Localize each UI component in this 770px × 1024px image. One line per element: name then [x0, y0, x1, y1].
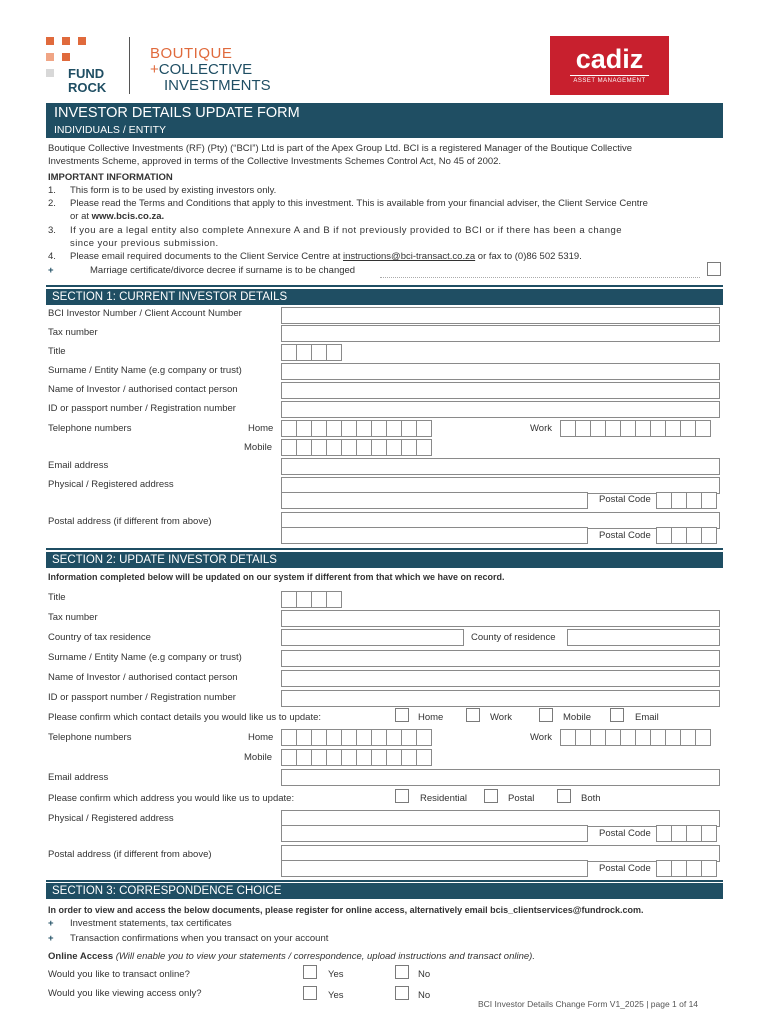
s2-email-checkbox[interactable] [610, 708, 624, 722]
s3-transact-question: Would you like to transact online? [48, 969, 190, 980]
s2-residential-option-label: Residential [420, 793, 467, 804]
s2-tax-number-input[interactable] [281, 610, 720, 627]
s1-id-input[interactable] [281, 401, 720, 418]
s1-postal-code-label: Postal Code [599, 494, 651, 505]
s3-viewing-no-label: No [418, 990, 431, 1001]
s3-viewing-yes-checkbox[interactable] [303, 986, 317, 1000]
logo-square [62, 53, 70, 61]
s2-email-input[interactable] [281, 769, 720, 786]
form-subtitle: INDIVIDUALS / ENTITY [54, 124, 167, 136]
s3-online-access: Online Access (Will enable you to view your statements / correspondence, upload instructions and transact online). [48, 951, 535, 962]
s2-work-option-label: Work [490, 712, 512, 723]
plus-bullet-icon: + [48, 265, 54, 276]
website-link[interactable]: www.bcis.co.za. [91, 211, 165, 222]
fundrock-text-2: ROCK [68, 80, 107, 95]
info-text: If you are a legal entity also complete Annexure A and B if not previously provided to BCI or if there has been a change [70, 225, 623, 236]
s3-note: In order to view and access the below documents, please register for online access, alternatively email bcis_clientservices@fundrock.com. [48, 905, 644, 915]
s1-investor-number-label: BCI Investor Number / Client Account Number [48, 308, 242, 319]
marriage-certificate-checkbox[interactable] [707, 262, 721, 276]
s3-transact-yes-label: Yes [328, 969, 344, 980]
s1-work-label: Work [530, 423, 552, 434]
s2-note: Information completed below will be updated on our system if different from that which we have on record. [48, 572, 505, 582]
s2-both-checkbox[interactable] [557, 789, 571, 803]
s2-mobile-label: Mobile [244, 752, 272, 763]
s1-name-input[interactable] [281, 382, 720, 399]
cadiz-text: cadiz [575, 44, 644, 74]
s2-postal-checkbox[interactable] [484, 789, 498, 803]
s2-postal-code-cells[interactable] [656, 825, 716, 842]
s2-name-label: Name of Investor / authorised contact person [48, 672, 238, 683]
info-num: 1. [48, 185, 56, 196]
info-text: since your previous submission. [70, 238, 219, 249]
s2-surname-input[interactable] [281, 650, 720, 667]
plus-bullet-icon: + [48, 933, 54, 944]
s1-telephone-label: Telephone numbers [48, 423, 132, 434]
s2-mobile-checkbox[interactable] [539, 708, 553, 722]
boutique-text-1: BOUTIQUE [150, 45, 233, 62]
section-rule [46, 285, 723, 287]
s1-email-label: Email address [48, 460, 109, 471]
s1-postal-address-input-2[interactable] [281, 527, 588, 544]
s2-mobile-option-label: Mobile [563, 712, 591, 723]
s2-residential-checkbox[interactable] [395, 789, 409, 803]
s2-postal-code-label: Postal Code [599, 828, 651, 839]
form-title-bar [46, 103, 723, 138]
s1-tax-number-input[interactable] [281, 325, 720, 342]
s2-country-tax-label: Country of tax residence [48, 632, 151, 643]
s2-email-option-label: Email [635, 712, 659, 723]
s2-title-label: Title [48, 592, 66, 603]
s1-surname-input[interactable] [281, 363, 720, 380]
s2-postal-option-label: Postal [508, 793, 535, 804]
section1-header: SECTION 1: CURRENT INVESTOR DETAILS [46, 289, 723, 305]
s2-confirm-address-label: Please confirm which address you would like us to update: [48, 793, 295, 804]
s2-physical-label: Physical / Registered address [48, 813, 174, 824]
s1-tax-number-label: Tax number [48, 327, 98, 338]
intro-line: Boutique Collective Investments (RF) (Pty) (“BCI”) Ltd is part of the Apex Group Ltd. BCI is a registered Manager of the Boutique Collective [48, 143, 632, 154]
s1-name-label: Name of Investor / authorised contact person [48, 384, 238, 395]
s2-home-option-label: Home [418, 712, 444, 723]
info-text: or at www.bcis.co.za. [70, 211, 165, 222]
s2-surname-label: Surname / Entity Name (e.g company or trust) [48, 652, 242, 663]
s2-tax-number-label: Tax number [48, 612, 98, 623]
email-link[interactable]: instructions@bci-transact.co.za [343, 251, 476, 262]
s1-physical-input-2[interactable] [281, 492, 588, 509]
s2-postal-address-input-2[interactable] [281, 860, 588, 877]
s3-bullet-1: Investment statements, tax certificates [70, 918, 232, 929]
s1-title-label: Title [48, 346, 66, 357]
s2-county-residence-label: County of residence [471, 632, 556, 643]
s2-postal-code-cells-2[interactable] [656, 860, 716, 877]
s2-county-residence-input[interactable] [567, 629, 720, 646]
dotted-leader [380, 277, 700, 278]
s3-viewing-yes-label: Yes [328, 990, 344, 1001]
cadiz-rule [570, 75, 649, 76]
section3-header: SECTION 3: CORRESPONDENCE CHOICE [46, 883, 723, 899]
intro-paragraph [48, 143, 718, 168]
info-text: Please email required documents to the Client Service Centre at instructions@bci-transact.co.za or fax to (0)86 502 5319. [70, 251, 582, 262]
s2-work-phone-cells[interactable] [560, 729, 710, 746]
s1-home-label: Home [248, 423, 274, 434]
s2-name-input[interactable] [281, 670, 720, 687]
s2-home-checkbox[interactable] [395, 708, 409, 722]
form-title: INVESTOR DETAILS UPDATE FORM [54, 105, 300, 121]
info-text: Marriage certificate/divorce decree if surname is to be changed [90, 265, 356, 276]
section2-header: SECTION 2: UPDATE INVESTOR DETAILS [46, 552, 723, 568]
s2-id-label: ID or passport number / Registration number [48, 692, 236, 703]
s2-work-label: Work [530, 732, 552, 743]
s1-physical-label: Physical / Registered address [48, 479, 174, 490]
s1-surname-label: Surname / Entity Name (e.g company or trust) [48, 365, 242, 376]
s2-id-input[interactable] [281, 690, 720, 707]
logo-square [46, 69, 54, 77]
s1-postal-code-label-2: Postal Code [599, 530, 651, 541]
logo-square [46, 53, 54, 61]
s2-home-phone-cells[interactable] [281, 729, 431, 746]
s3-transact-no-label: No [418, 969, 431, 980]
s2-postal-address-label: Postal address (if different from above) [48, 849, 212, 860]
logo-square [78, 37, 86, 45]
plus-bullet-icon: + [48, 918, 54, 929]
s1-investor-number-input[interactable] [281, 307, 720, 324]
important-heading: IMPORTANT INFORMATION [48, 172, 173, 183]
info-num: 2. [48, 198, 56, 209]
boutique-text-2: +COLLECTIVE [150, 61, 253, 78]
s1-title-cells[interactable] [281, 344, 341, 361]
s1-email-input[interactable] [281, 458, 720, 475]
section-rule [46, 880, 723, 882]
s1-work-phone-cells[interactable] [560, 420, 710, 437]
s1-id-label: ID or passport number / Registration number [48, 403, 236, 414]
cadiz-sub-text: ASSET MANAGEMENT [573, 78, 646, 84]
s3-viewing-question: Would you like viewing access only? [48, 988, 202, 999]
s2-both-option-label: Both [581, 793, 601, 804]
info-num: 3. [48, 225, 56, 236]
info-text: Please read the Terms and Conditions that apply to this investment. This is available from your financial adviser, the Client Service Centre [70, 198, 648, 209]
logo-square [46, 37, 54, 45]
s1-postal-code-cells[interactable] [656, 492, 716, 509]
section-rule [46, 548, 723, 550]
s2-mobile-cells[interactable] [281, 749, 431, 766]
s2-physical-input-2[interactable] [281, 825, 588, 842]
s2-title-cells[interactable] [281, 591, 341, 608]
s1-mobile-label: Mobile [244, 442, 272, 453]
s2-confirm-contact-label: Please confirm which contact details you would like us to update: [48, 712, 322, 723]
intro-line: Investments Scheme, approved in terms of the Collective Investments Schemes Control Act, No 45 of 2002. [48, 155, 502, 167]
s2-email-label: Email address [48, 772, 109, 783]
s2-country-tax-input[interactable] [281, 629, 464, 646]
s3-bullet-2: Transaction confirmations when you transact on your account [70, 933, 329, 944]
s1-mobile-cells[interactable] [281, 439, 431, 456]
s1-home-phone-cells[interactable] [281, 420, 431, 437]
s2-telephone-label: Telephone numbers [48, 732, 132, 743]
s1-postal-code-cells-2[interactable] [656, 527, 716, 544]
s3-transact-no-checkbox[interactable] [395, 965, 409, 979]
boutique-text-3: INVESTMENTS [164, 77, 271, 94]
logo-square [62, 37, 70, 45]
s3-transact-yes-checkbox[interactable] [303, 965, 317, 979]
s3-viewing-no-checkbox[interactable] [395, 986, 409, 1000]
s2-work-checkbox[interactable] [466, 708, 480, 722]
info-text: This form is to be used by existing investors only. [70, 185, 277, 196]
s1-postal-address-label: Postal address (if different from above) [48, 516, 212, 527]
fundrock-text-1: FUND [68, 66, 105, 81]
footer-text: BCI Investor Details Change Form V1_2025 | page 1 of 14 [478, 999, 699, 1009]
s2-postal-code-label-2: Postal Code [599, 863, 651, 874]
s2-home-label: Home [248, 732, 274, 743]
cadiz-logo [550, 36, 669, 95]
plus-icon: + [150, 61, 159, 78]
logo-divider [129, 37, 130, 94]
info-num: 4. [48, 251, 56, 262]
